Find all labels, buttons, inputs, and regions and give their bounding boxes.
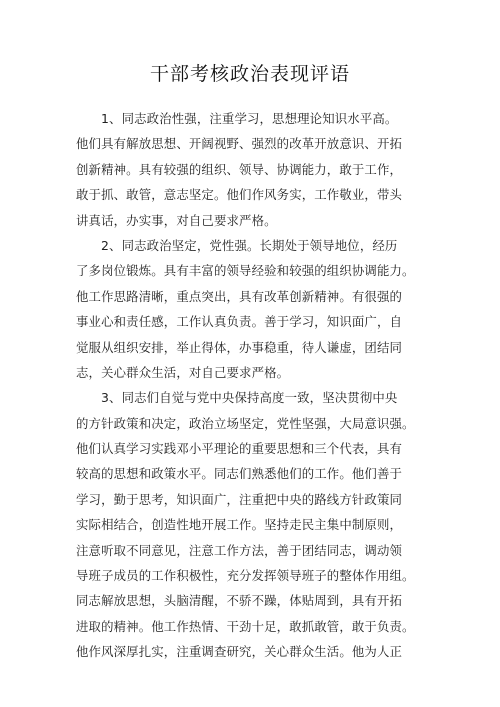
text-line: 较高的思想和政策水平。同志们熟悉他们的工作。他们善于	[76, 466, 403, 482]
text-line: 同志解放思想，头脑清醒，不骄不躁，体贴周到，具有开拓	[76, 593, 403, 609]
text-line: 进取的精神。他工作热情、干劲十足，敢抓敢管，敢于负责。	[76, 618, 415, 634]
document-body	[76, 106, 428, 665]
text-line: 志，关心群众生活，对自己要求严格。	[76, 364, 290, 380]
text-line: 的方针政策和决定，政治立场坚定，党性坚强，大局意识强。	[76, 415, 415, 431]
text-line: 讲真话，办实事，对自己要求严格。	[76, 212, 277, 228]
text-line: 他作风深厚扎实，注重调查研究，关心群众生活。他为人正	[76, 644, 403, 660]
text-line: 学习，勤于思考，知识面广，注重把中央的路线方针政策同	[76, 491, 403, 507]
text-line: 3、同志们自觉与党中央保持高度一致，坚决贯彻中央	[101, 390, 398, 406]
text-line: 敢于抓、敢管，意志坚定。他们作风务实，工作敬业，带头	[76, 187, 403, 203]
text-line: 导班子成员的工作积极性，充分发挥领导班子的整体作用组。	[76, 568, 415, 584]
text-line: 事业心和责任感，工作认真负责。善于学习，知识面广，自	[76, 314, 403, 330]
text-line: 注意听取不同意见，注意工作方法，善于团结同志，调动领	[76, 542, 403, 558]
text-line: 实际相结合，创造性地开展工作。坚持走民主集中制原则，	[76, 517, 403, 533]
document-title: 干部考核政治表现评语	[149, 63, 350, 85]
text-line: 了多岗位锻炼。具有丰富的领导经验和较强的组织协调能力。	[76, 263, 415, 279]
text-line: 1、同志政治性强，注重学习，思想理论知识水平高。	[101, 111, 398, 126]
text-line: 他们认真学习实践邓小平理论的重要思想和三个代表，具有	[76, 441, 403, 457]
text-line: 觉服从组织安排，举止得体，办事稳重，待人谦虚，团结同	[76, 339, 403, 355]
text-line: 创新精神。具有较强的组织、领导、协调能力，敢于工作，	[76, 161, 403, 177]
text-line: 2、同志政治坚定，党性强。长期处于领导地位，经历	[101, 237, 398, 253]
text-line: 他工作思路清晰，重点突出，具有改革创新精神。有很强的	[76, 288, 403, 304]
text-line: 他们具有解放思想、开阔视野、强烈的改革开放意识、开拓	[76, 136, 403, 152]
